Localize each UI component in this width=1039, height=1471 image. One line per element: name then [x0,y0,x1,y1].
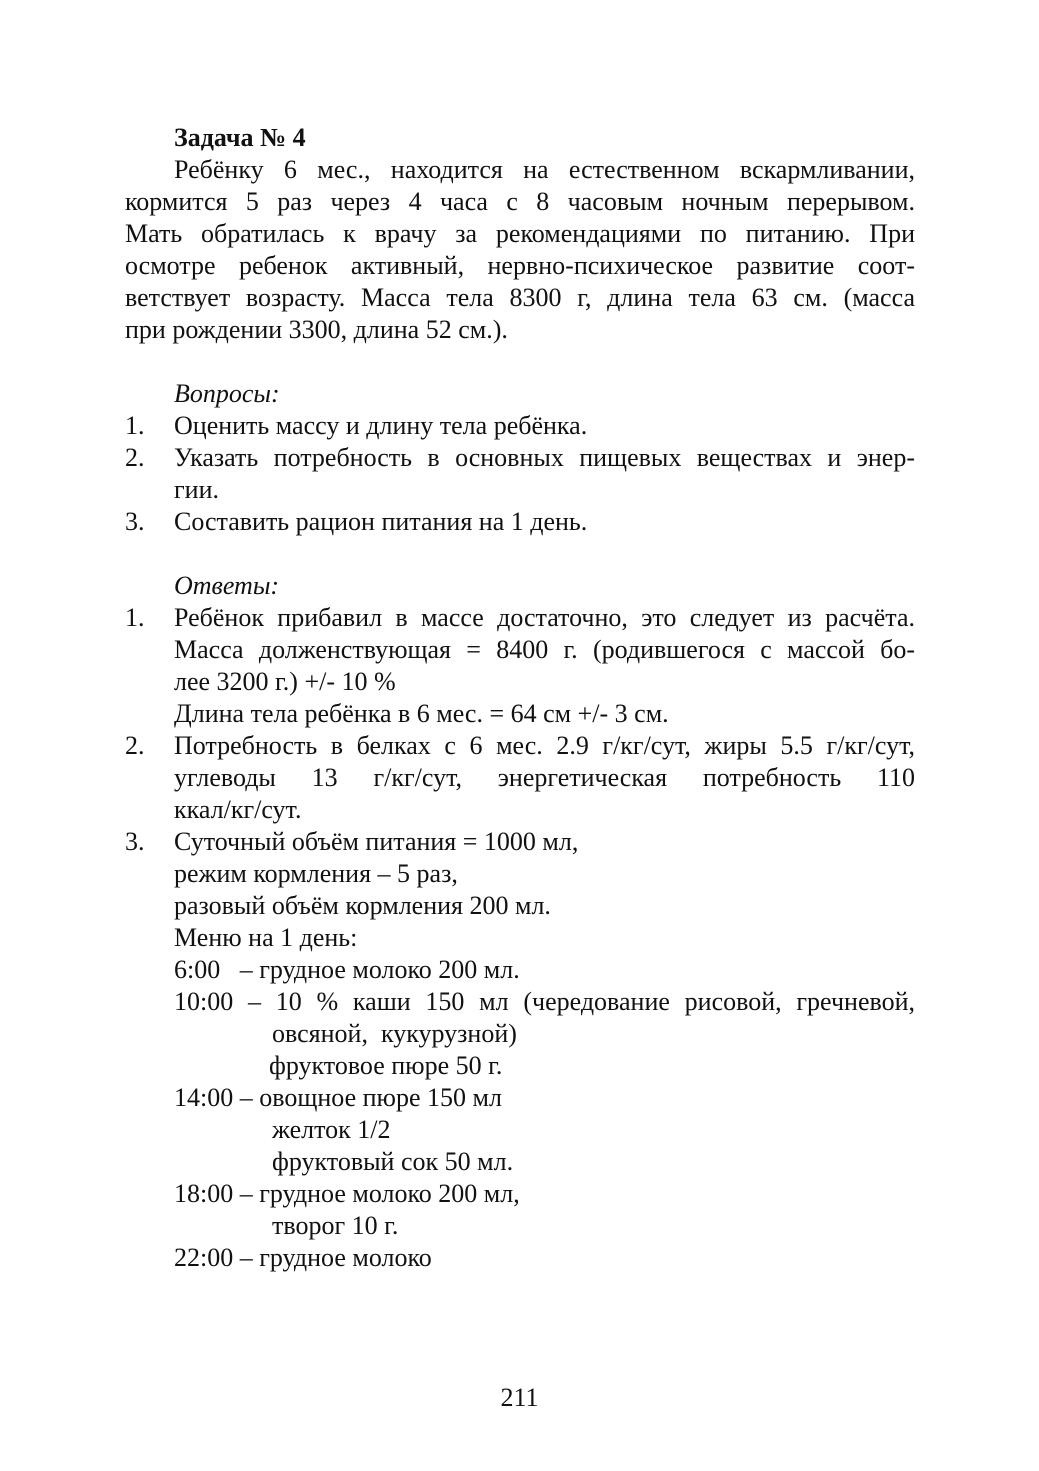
answer-line: разовый объём кормления 200 мл. [174,891,551,920]
answer-number: 2. [125,731,145,760]
menu-line: 22:00 – грудное молоко [174,1243,432,1272]
menu-line: фруктовое пюре 50 г. [269,1051,503,1080]
question-line: гии. [174,475,219,504]
menu-line: желток 1/2 [272,1115,391,1144]
task-line: Ребёнку 6 мес., находится на естественном вскармливании, [174,155,915,184]
question-line: Оценить массу и длину тела ребёнка. [174,411,588,440]
task-line: ветствует возрасту. Масса тела 8300 г, длина тела 63 см. (масса [125,283,915,312]
question-line: Составить рацион питания на 1 день. [174,507,588,536]
answer-item [125,730,915,826]
task-line: осмотре ребенок активный, нервно-психическое развитие соот- [125,251,915,280]
questions-list [125,410,915,538]
menu-line: 10:00 – 10 % каши 150 мл (чередование рисовой, гречневой, [174,987,915,1016]
answers-list [125,602,915,1274]
question-item [125,506,915,538]
answer-number: 1. [125,603,145,632]
page-content [125,122,915,1274]
answer-item [125,826,915,1274]
answer-line: режим кормления – 5 раз, [174,859,458,888]
answers-title: Ответы: [174,571,280,600]
answer-line: Масса долженствующая = 8400 г. (родившегося с массой бо- [174,635,915,664]
answer-line: Длина тела ребёнка в 6 мес. = 64 см +/- 3 см. [174,699,669,728]
question-number: 3. [125,507,145,536]
answer-line: ккал/кг/сут. [174,795,302,824]
questions-title: Вопросы: [174,379,280,408]
answer-line: Ребёнок прибавил в массе достаточно, это следует из расчёта. [174,603,915,632]
question-item [125,410,915,442]
page-number: 211 [500,1383,539,1412]
task-line: кормится 5 раз через 4 часа с 8 часовым ночным перерывом. [125,187,915,216]
answer-line: Потребность в белках с 6 мес. 2.9 г/кг/сут, жиры 5.5 г/кг/сут, [174,731,915,760]
menu-line: овсяной, кукурузной) [272,1019,517,1048]
menu-line: 14:00 – овощное пюре 150 мл [174,1083,502,1112]
answer-line: Меню на 1 день: [174,923,358,952]
answer-number: 3. [125,827,145,856]
menu-line: творог 10 г. [272,1211,399,1240]
question-item [125,442,915,506]
answer-line: Суточный объём питания = 1000 мл, [174,827,579,856]
menu [174,954,915,1274]
menu-line: 18:00 – грудное молоко 200 мл, [174,1179,520,1208]
question-number: 1. [125,411,145,440]
menu-line: 6:00 – грудное молоко 200 мл. [174,955,520,984]
task-title: Задача № 4 [174,123,306,152]
menu-line: фруктовый сок 50 мл. [272,1147,514,1176]
task-line: при рождении 3300, длина 52 см.). [125,315,508,344]
question-line: Указать потребность в основных пищевых веществах и энер- [174,443,915,472]
answer-item [125,602,915,730]
task-text [125,154,915,346]
answer-line: углеводы 13 г/кг/сут, энергетическая потребность 110 [174,763,915,792]
task-line: Мать обратилась к врачу за рекомендациями по питанию. При [125,219,915,248]
answer-line: лее 3200 г.) +/- 10 % [174,667,396,696]
question-number: 2. [125,443,145,472]
